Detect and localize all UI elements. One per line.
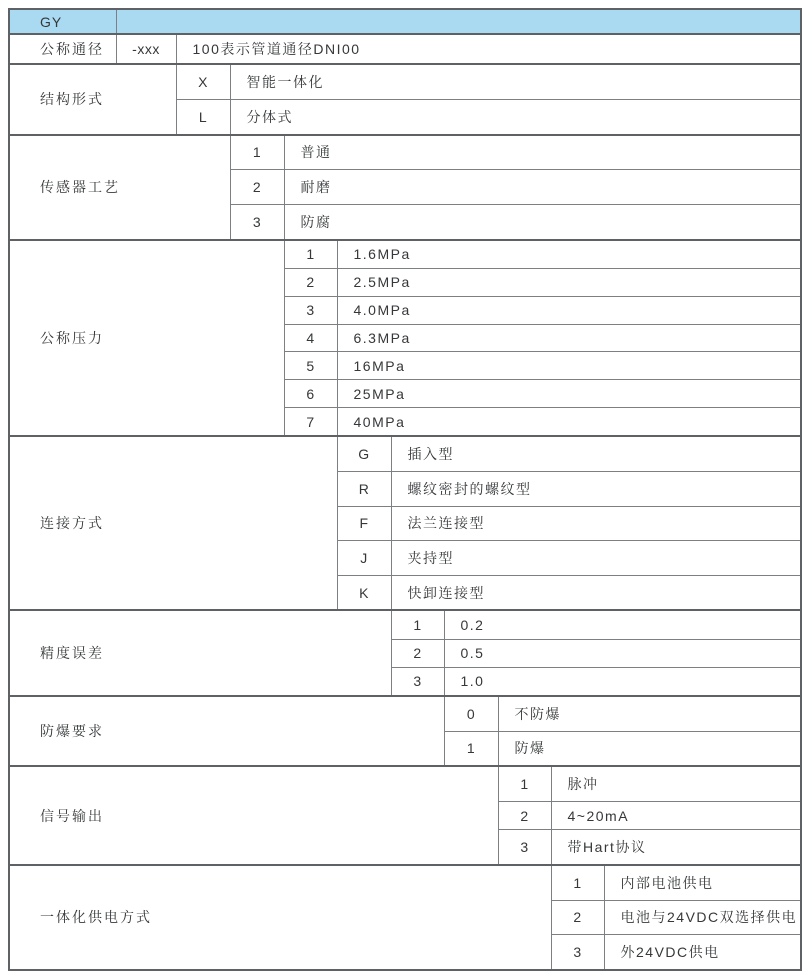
option-code: J: [337, 541, 391, 575]
option-desc: 4~20mA: [551, 802, 801, 830]
section-label: 防爆要求: [9, 696, 444, 767]
section-label: 传感器工艺: [9, 135, 230, 240]
option-desc: 夹持型: [391, 541, 801, 575]
option-code: 1: [444, 731, 498, 766]
option-code: 3: [230, 204, 284, 239]
option-desc: 2.5MPa: [337, 268, 801, 296]
option-desc: 插入型: [391, 436, 801, 471]
option-desc: 脉冲: [551, 766, 801, 801]
table-row: [9, 696, 801, 731]
option-desc: 防腐: [284, 204, 801, 239]
table-row: [9, 34, 801, 64]
model-code: GY: [9, 9, 116, 34]
section-label: 公称通径: [9, 34, 116, 64]
option-code: G: [337, 436, 391, 471]
table-row: [9, 240, 801, 269]
option-code: 3: [284, 296, 337, 324]
option-code: 0: [444, 696, 498, 731]
option-code: 3: [498, 829, 551, 864]
model-code-blank-cell: [116, 9, 801, 34]
option-desc: 内部电池供电: [604, 865, 801, 900]
option-code: 2: [498, 802, 551, 830]
option-desc: 带Hart协议: [551, 829, 801, 864]
option-desc: 25MPa: [337, 380, 801, 408]
option-code: K: [337, 575, 391, 610]
section-label: 公称压力: [9, 240, 284, 437]
option-code: 1: [498, 766, 551, 801]
option-desc: 16MPa: [337, 352, 801, 380]
option-desc: 防爆: [498, 731, 801, 766]
option-code: F: [337, 506, 391, 540]
option-code: 3: [551, 934, 604, 970]
table-row: [9, 64, 801, 99]
option-desc: 1.0: [444, 667, 801, 696]
option-desc: 螺纹密封的螺纹型: [391, 472, 801, 506]
option-desc: 外24VDC供电: [604, 934, 801, 970]
section-label: 连接方式: [9, 436, 337, 610]
model-code-row: [9, 9, 801, 34]
option-code: 6: [284, 380, 337, 408]
option-desc: 100表示管道通径DNI00: [176, 34, 801, 64]
option-desc: 电池与24VDC双选择供电: [604, 900, 801, 934]
option-code: 2: [551, 900, 604, 934]
option-code: 3: [391, 667, 444, 696]
option-desc: 智能一体化: [230, 64, 801, 99]
table-row: [9, 135, 801, 170]
table-row: [9, 610, 801, 639]
table-row: [9, 436, 801, 471]
option-desc: 分体式: [230, 99, 801, 134]
option-code: 1: [391, 610, 444, 639]
option-code: 1: [230, 135, 284, 170]
option-code: 2: [391, 639, 444, 667]
option-desc: 4.0MPa: [337, 296, 801, 324]
option-desc: 40MPa: [337, 408, 801, 437]
section-label: 一体化供电方式: [9, 865, 551, 970]
option-desc: 不防爆: [498, 696, 801, 731]
option-code: 7: [284, 408, 337, 437]
option-desc: 6.3MPa: [337, 324, 801, 352]
option-desc: 普通: [284, 135, 801, 170]
table-row: [9, 865, 801, 900]
option-code: 5: [284, 352, 337, 380]
option-code: 1: [551, 865, 604, 900]
option-code: 2: [230, 170, 284, 204]
option-code: -xxx: [116, 34, 176, 64]
option-code: 2: [284, 268, 337, 296]
section-label: 精度误差: [9, 610, 391, 695]
option-code: 1: [284, 240, 337, 269]
option-desc: 0.2: [444, 610, 801, 639]
section-label: 信号输出: [9, 766, 498, 864]
option-desc: 1.6MPa: [337, 240, 801, 269]
option-desc: 法兰连接型: [391, 506, 801, 540]
model-selection-table: [8, 8, 802, 971]
option-code: X: [176, 64, 230, 99]
option-desc: 耐磨: [284, 170, 801, 204]
option-code: R: [337, 472, 391, 506]
option-code: 4: [284, 324, 337, 352]
option-code: L: [176, 99, 230, 134]
option-desc: 0.5: [444, 639, 801, 667]
table-row: [9, 766, 801, 801]
section-label: 结构形式: [9, 64, 176, 135]
option-desc: 快卸连接型: [391, 575, 801, 610]
